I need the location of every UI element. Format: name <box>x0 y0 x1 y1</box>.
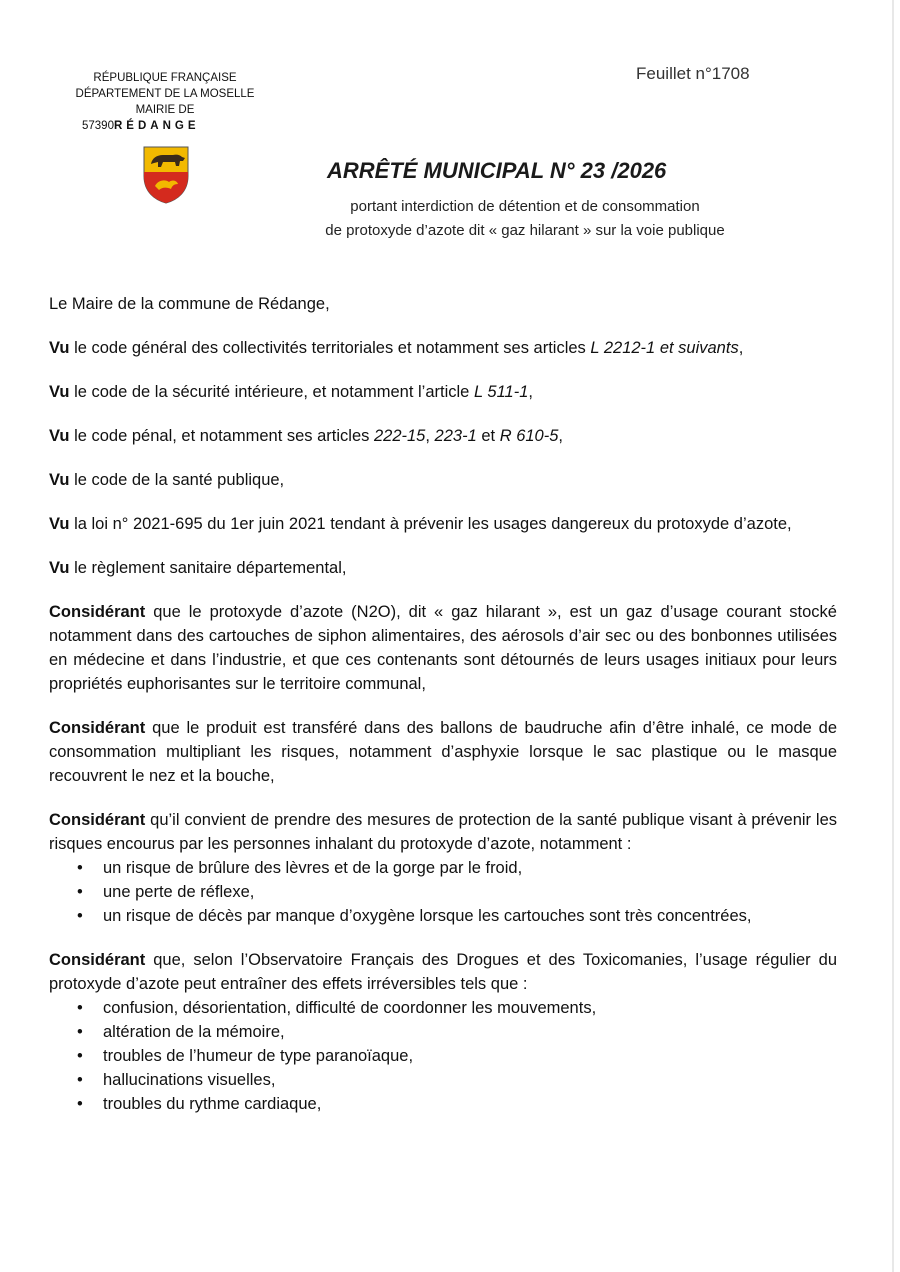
decree-title: ARRÊTÉ MUNICIPAL N° 23 /2026 <box>327 158 667 183</box>
considerant-paragraph-4: Considérant que, selon l’Observatoire Français des Drogues et des Toxicomanies, l’usage régulier du protoxyde d’azote peut entraîner des effets irréversibles tels que : <box>49 951 837 993</box>
vu-label: Vu <box>49 383 70 401</box>
authority-mairie: MAIRIE DE <box>135 104 195 116</box>
decree-subtitle <box>280 195 770 243</box>
list-item: • un risque de brûlure des lèvres et de la gorge par le froid, <box>71 856 837 880</box>
considerant-group-3 <box>49 808 837 928</box>
vu-paragraph-6: Vu le règlement sanitaire départemental, <box>49 559 347 577</box>
list-item: • confusion, désorientation, difficulté de coordonner les mouvements, <box>71 996 837 1020</box>
legal-reference: R 610-5 <box>499 427 559 445</box>
considerant-paragraph-2: Considérant que le produit est transféré dans des ballons de baudruche afin d’être inhalé, ce mode de consommation multipliant les risques, notamment d’asphyxie lorsque le sac plastique ou le masque recouvrent le nez et la bouche, <box>49 719 837 785</box>
risk-list <box>49 856 837 928</box>
vu-paragraph-5: Vu la loi n° 2021-695 du 1er juin 2021 tendant à prévenir les usages dangereux du protoxyde d’azote, <box>49 515 792 533</box>
vu-paragraph-2: Vu le code de la sécurité intérieure, et notamment l’article L 511-1, <box>49 383 533 401</box>
vu-label: Vu <box>49 559 70 577</box>
considerant-label: Considérant <box>49 951 146 969</box>
vu-label: Vu <box>49 427 70 445</box>
authority-republic: RÉPUBLIQUE FRANÇAISE <box>93 72 237 84</box>
considerant-label: Considérant <box>49 811 146 829</box>
list-item: • hallucinations visuelles, <box>71 1068 837 1092</box>
decree-body <box>49 292 837 1136</box>
coat-of-arms-icon <box>143 146 189 204</box>
vu-paragraph-4: Vu le code de la santé publique, <box>49 471 285 489</box>
vu-paragraph-3: Vu le code pénal, et notamment ses articles 222-15, 223-1 et R 610-5, <box>49 427 563 445</box>
issuing-authority <box>60 70 270 134</box>
subtitle-line-2: de protoxyde d’azote dit « gaz hilarant » sur la voie publique <box>325 222 725 239</box>
list-item: • troubles du rythme cardiaque, <box>71 1092 837 1116</box>
vu-label: Vu <box>49 515 70 533</box>
sheet-number: Feuillet n°1708 <box>636 64 750 83</box>
subtitle-line-1: portant interdiction de détention et de consommation <box>350 198 700 215</box>
legal-reference: 222-15 <box>373 427 426 445</box>
list-item: • troubles de l’humeur de type paranoïaque, <box>71 1044 837 1068</box>
list-item: • altération de la mémoire, <box>71 1020 837 1044</box>
considerant-label: Considérant <box>49 603 146 621</box>
authority-town <box>60 118 270 134</box>
list-item: • une perte de réflexe, <box>71 880 837 904</box>
vu-label: Vu <box>49 471 70 489</box>
vu-label: Vu <box>49 339 70 357</box>
town-name: RÉDANGE <box>113 120 200 132</box>
list-item: • un risque de décès par manque d’oxygène lorsque les cartouches sont très concentrées, <box>71 904 837 928</box>
considerant-paragraph-3: Considérant qu’il convient de prendre des mesures de protection de la santé publique visant à prévenir les risques encourus par les personnes inhalant du protoxyde d’azote, notamment : <box>49 811 837 853</box>
legal-reference: L 2212-1 et suivants <box>590 339 739 357</box>
vu-paragraph-1: Vu le code général des collectivités territoriales et notamment ses articles L 2212-1 et suivants, <box>49 339 744 357</box>
postcode: 57390 <box>82 120 114 132</box>
effects-list <box>49 996 837 1116</box>
legal-reference: 223-1 <box>434 427 477 445</box>
considerant-paragraph-1: Considérant que le protoxyde d’azote (N2O), dit « gaz hilarant », est un gaz d’usage courant stocké notamment dans des cartouches de siphon alimentaires, des aérosols d’air sec ou des bonbonnes utilisées en médecine et dans l’industrie, et que ces contenants sont détournés de leurs usages initiaux pour leurs propriétés euphorisantes sur le territoire communal, <box>49 603 837 693</box>
considerant-group-4 <box>49 948 837 1116</box>
legal-reference: L 511-1 <box>473 383 529 401</box>
considerant-label: Considérant <box>49 719 146 737</box>
authority-department: DÉPARTEMENT DE LA MOSELLE <box>75 88 255 100</box>
scan-edge <box>892 0 894 1272</box>
intro-paragraph: Le Maire de la commune de Rédange, <box>49 295 330 313</box>
